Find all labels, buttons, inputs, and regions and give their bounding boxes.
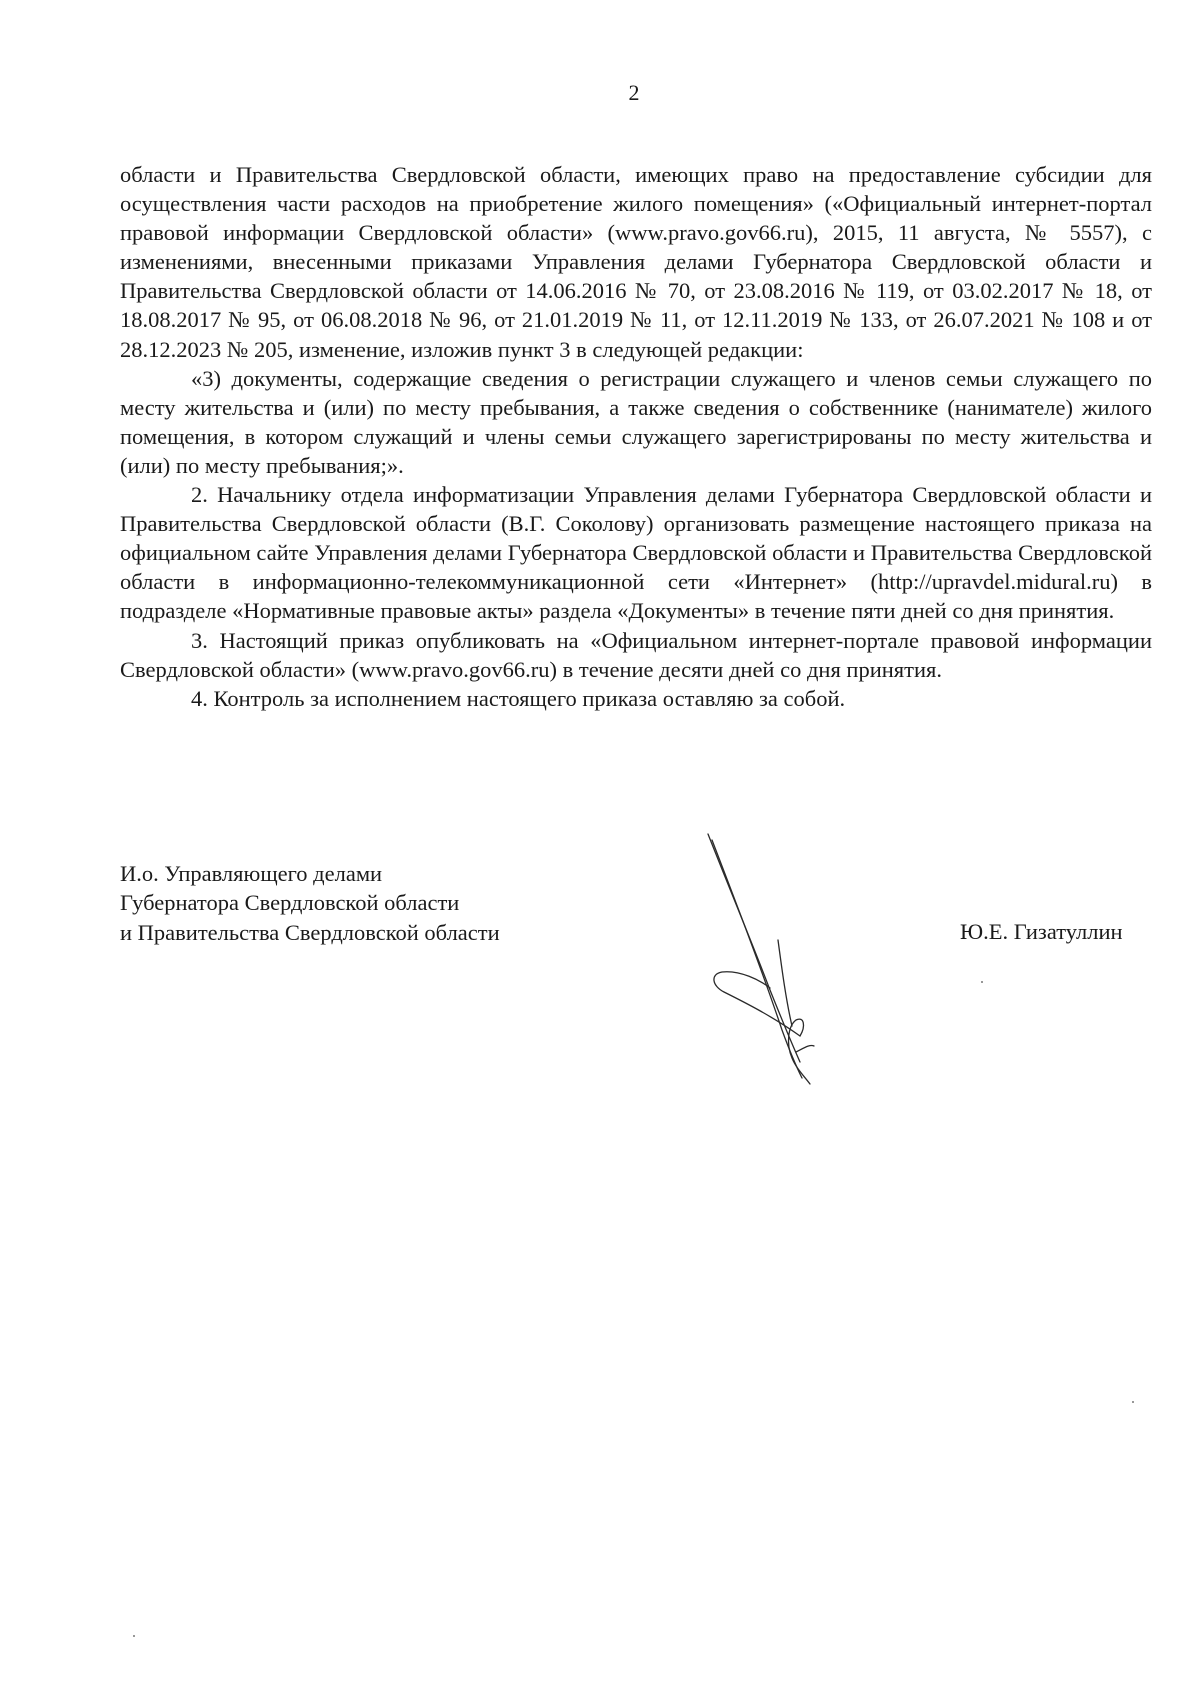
handwritten-signature	[700, 830, 840, 1090]
paragraph-item-3: 3. Настоящий приказ опубликовать на «Официальном интернет-портале правовой информации Свердловской области» (www.pravo.gov66.ru) в течение десяти дней со дня принятия.	[120, 627, 1152, 682]
paragraph-item-2: 2. Начальнику отдела информатизации Управления делами Губернатора Свердловской области и Правительства Свердловской области (В.Г. Соколову) организовать размещение настоящего приказа на официальном сайте Управления делами Губернатора Свердловской области и Правительства Свердловской области в информационно-телекоммуникационной сети «Интернет» (http://upravdel.midural.ru) в подразделе «Нормативные правовые акты» раздела «Документы» в течение пяти дней со дня принятия.	[120, 482, 1152, 624]
scan-speck	[981, 981, 983, 983]
scan-speck	[1132, 1401, 1134, 1403]
signatory-position-line: Губернатора Свердловской области	[120, 890, 460, 916]
document-body	[120, 160, 1152, 713]
signatory-position	[120, 859, 500, 947]
paragraph-continuation: области и Правительства Свердловской области, имеющих право на предоставление субсидии для осуществления части расходов на приобретение жилого помещения» («Официальный интернет-портал правовой информации Свердловской области» (www.pravo.gov66.ru), 2015, 11 августа, № 5557), с изменениями, внесенными приказами Управления делами Губернатора Свердловской области и Правительства Свердловской области от 14.06.2016 № 70, от 23.08.2016 № 119, от 03.02.2017 № 18, от 18.08.2017 № 95, от 06.08.2018 № 96, от 21.01.2019 № 11, от 12.11.2019 № 133, от 26.07.2021 № 108 и от 28.12.2023 № 205, изменение, изложив пункт 3 в следующей редакции:	[120, 162, 1152, 362]
page-number: 2	[628, 80, 640, 105]
signatory-position-line: И.о. Управляющего делами	[120, 861, 383, 886]
signatory-position-line: и Правительства Свердловской области	[120, 919, 500, 945]
signatory-name: Ю.Е. Гизатуллин	[960, 919, 1123, 944]
paragraph-quoted-item-3: «3) документы, содержащие сведения о регистрации служащего и членов семьи служащего по месту жительства и (или) по месту пребывания, а также сведения о собственнике (нанимателе) жилого помещения, в котором служащий и члены семьи служащего зарегистрированы по месту жительства и (или) по месту пребывания;».	[120, 365, 1152, 478]
paragraph-item-4: 4. Контроль за исполнением настоящего приказа оставляю за собой.	[191, 685, 846, 711]
scan-speck	[133, 1635, 135, 1637]
